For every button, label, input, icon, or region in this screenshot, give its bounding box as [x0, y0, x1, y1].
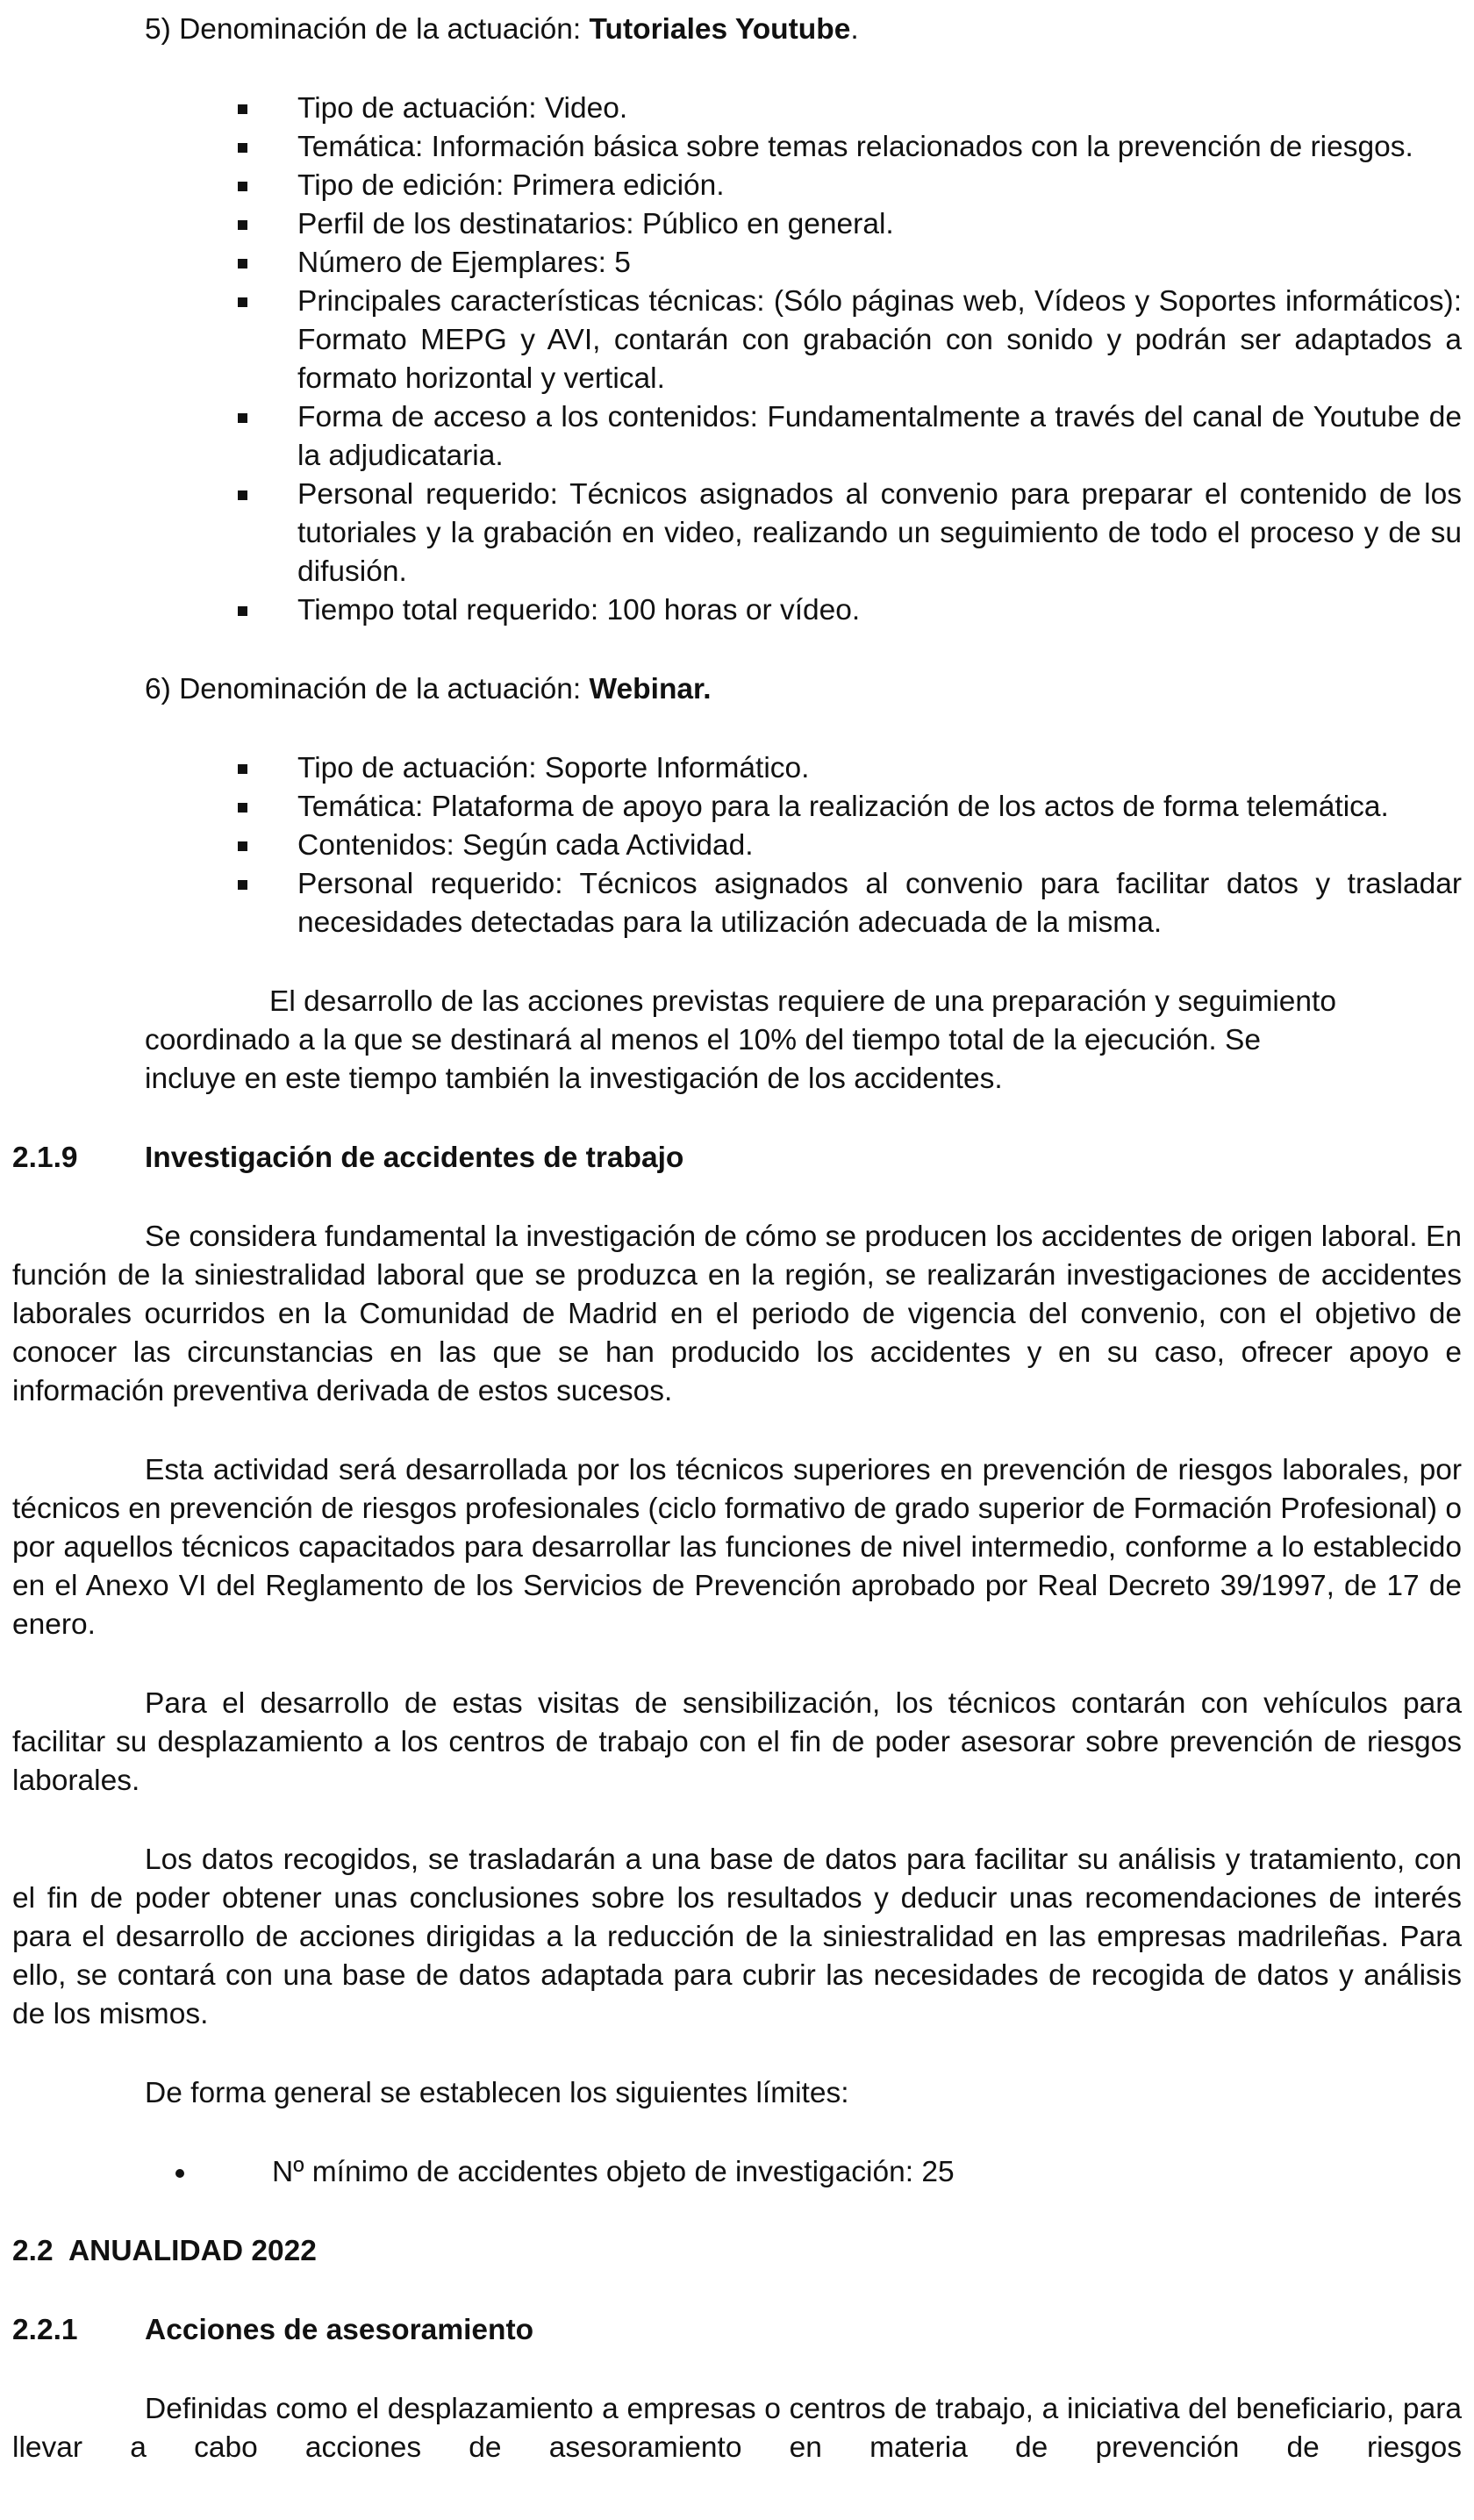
list-item: Tiempo total requerido: 100 horas or vídeo. — [297, 591, 1462, 630]
item6-bullet-list — [297, 749, 1462, 942]
section-number: 2.1.9 — [12, 1142, 78, 1174]
section-number: 2.2.1 — [12, 2314, 78, 2346]
list-item: Tipo de actuación: Video. — [297, 89, 1462, 128]
list-item: Contenidos: Según cada Actividad. — [297, 827, 1462, 865]
section-2-1-9-paragraph-1: Se considera fundamental la investigación de cómo se producen los accidentes de origen laboral. En función de la siniestralidad laboral que se produzca en la región, se realizarán investigaciones de accidentes laborales ocurridos en la Comunidad de Madrid en el periodo de vigencia del convenio, con el objetivo de conocer las circunstancias en las que se han producido los accidentes y en su caso, ofrecer apoyo e información preventiva derivada de estos sucesos. — [12, 1221, 1462, 1407]
document-page — [12, 11, 1462, 2467]
list-item: Personal requerido: Técnicos asignados al convenio para preparar el contenido de los tutoriales y la grabación en video, realizando un seguimiento de todo el proceso y de su difusión. — [297, 476, 1462, 591]
list-item: Tipo de edición: Primera edición. — [297, 167, 1462, 205]
list-item: Principales características técnicas: (Sólo páginas web, Vídeos y Soportes informáticos): Formato MEPG y AVI, contarán con grabación con sonido y podrán ser adaptados a formato horizontal y vertical. — [297, 283, 1462, 398]
list-item: Forma de acceso a los contenidos: Fundamentalmente a través del canal de Youtube de la adjudicataria. — [297, 398, 1462, 476]
section-2-2-1-paragraph: Definidas como el desplazamiento a empresas o centros de trabajo, a iniciativa del beneficiario, para llevar a cabo acciones de asesoramiento en materia de prevención de riesgos — [12, 2393, 1462, 2464]
section-2-2-1-heading — [12, 2311, 1462, 2350]
item6-name: Webinar. — [589, 673, 712, 705]
list-item: Número de Ejemplares: 5 — [297, 244, 1462, 283]
list-item: Nº mínimo de accidentes objeto de investigación: 25 — [272, 2153, 1462, 2192]
section-2-2-heading: 2.2 ANUALIDAD 2022 — [12, 2235, 317, 2267]
list-item: Temática: Información básica sobre temas relacionados con la prevención de riesgos. — [297, 128, 1462, 167]
section-2-1-9-paragraph-4: Los datos recogidos, se trasladarán a una base de datos para facilitar su análisis y tratamiento, con el fin de poder obtener unas conclusiones sobre los resultados y deducir unas recomendaciones de interés para el desarrollo de acciones dirigidas a la reducción de la siniestralidad en las empresas madrileñas. Para ello, se contará con una base de datos adaptada para cubrir las necesidades de recogida de datos y análisis de los mismos. — [12, 1843, 1462, 2030]
list-item: Perfil de los destinatarios: Público en general. — [297, 205, 1462, 244]
section-title: Investigación de accidentes de trabajo — [145, 1142, 684, 1174]
section-title: Acciones de asesoramiento — [145, 2314, 534, 2346]
limits-list — [272, 2153, 1462, 2192]
closing-paragraph: El desarrollo de las acciones previstas requiere de una preparación y seguimiento coordinado a la que se destinará al menos el 10% del tiempo total de la ejecución. Se incluye en este tiempo también la investigación de los accidentes. — [145, 985, 1336, 1095]
section-2-1-9-paragraph-3: Para el desarrollo de estas visitas de sensibilización, los técnicos contarán con vehículos para facilitar su desplazamiento a los centros de trabajo con el fin de poder asesorar sobre prevención de riesgos laborales. — [12, 1687, 1462, 1797]
list-item: Temática: Plataforma de apoyo para la realización de los actos de forma telemática. — [297, 788, 1462, 827]
list-item: Personal requerido: Técnicos asignados al convenio para facilitar datos y trasladar necesidades detectadas para la utilización adecuada de la misma. — [297, 865, 1462, 942]
item5-name: Tutoriales Youtube — [589, 13, 851, 46]
section-2-1-9-heading — [12, 1139, 1462, 1178]
item6-heading: 6) Denominación de la actuación: Webinar. — [145, 673, 712, 705]
item5-heading: 5) Denominación de la actuación: Tutoriales Youtube. — [145, 13, 859, 46]
limits-intro: De forma general se establecen los siguientes límites: — [145, 2077, 849, 2109]
item5-bullet-list — [297, 89, 1462, 630]
list-item: Tipo de actuación: Soporte Informático. — [297, 749, 1462, 788]
section-2-1-9-paragraph-2: Esta actividad será desarrollada por los técnicos superiores en prevención de riesgos laborales, por técnicos en prevención de riesgos profesionales (ciclo formativo de grado superior de Formación Profesional) o por aquellos técnicos capacitados para desarrollar las funciones de nivel intermedio, conforme a lo establecido en el Anexo VI del Reglamento de los Servicios de Prevención aprobado por Real Decreto 39/1997, de 17 de enero. — [12, 1454, 1462, 1641]
